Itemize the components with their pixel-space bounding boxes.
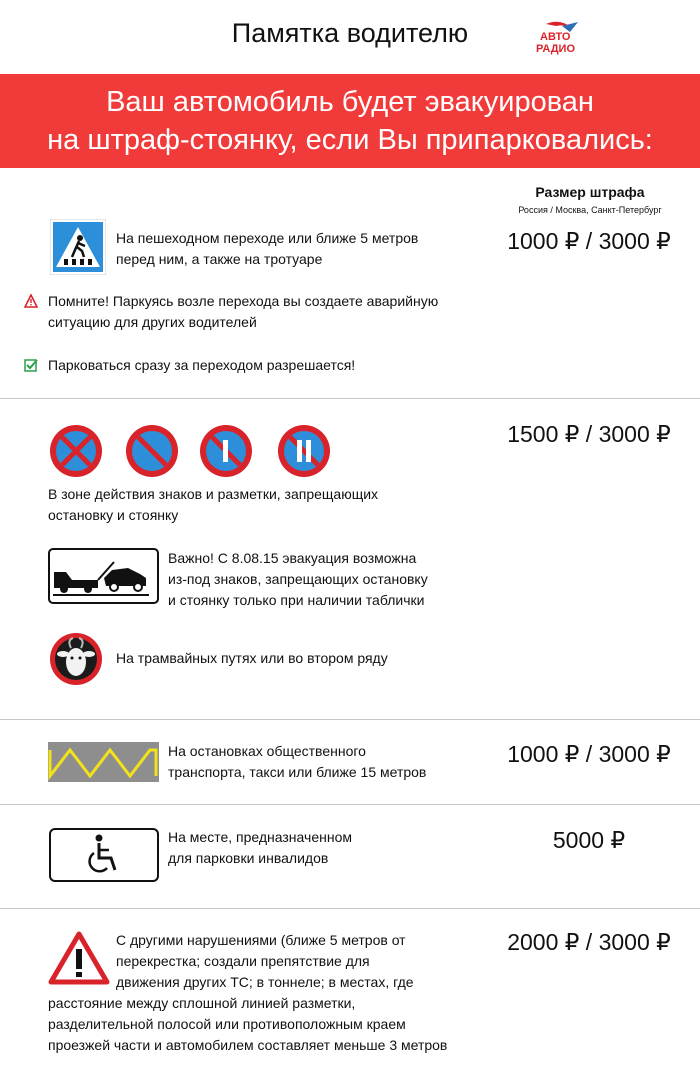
no-stopping-signs (48, 423, 338, 479)
banner-line-1: Ваш автомобиль будет эвакуирован (106, 86, 594, 118)
other-text-line-4: расстояние между сплошной линией разметки, (48, 995, 356, 1011)
other-text-line-3: движения других ТС; в тоннеле; в местах, где (116, 974, 414, 990)
other-text-line-6: проезжей части и автомобилем составляет меньше 3 метров (48, 1037, 448, 1053)
danger-triangle-icon (48, 931, 110, 985)
other-fine: 2000 ₽ / 3000 ₽ (507, 929, 671, 955)
fine-column-heading: Размер штрафа (535, 184, 645, 200)
tow-note (168, 548, 478, 611)
fine-column-subheading: Россия / Москва, Санкт-Петербург (518, 205, 662, 215)
bus-stop-marking-icon (48, 742, 159, 782)
logo-text-top: АВТО (540, 31, 571, 43)
no-parking-odd-days-sign-icon (200, 425, 252, 477)
crosswalk-warning-line-1: Помните! Паркуясь возле перехода вы создаете аварийную (48, 293, 439, 309)
section-divider (0, 719, 700, 720)
crosswalk-warning-line-2: ситуацию для других водителей (48, 314, 257, 330)
banner-line-2: на штраф-стоянку, если Вы припарковались: (47, 124, 653, 156)
no-stopping-text-line-2: остановку и стоянку (48, 507, 179, 523)
banner-text (0, 83, 700, 159)
tow-truck-plate-icon (48, 548, 159, 604)
other-text-line-2: перекрестка; создали препятствие для (116, 953, 370, 969)
avtoradio-logo (526, 20, 582, 56)
no-stopping-sign-icon (50, 425, 102, 477)
no-stopping-text-line-1: В зоне действия знаков и разметки, запрещающих (48, 486, 379, 502)
no-stopping-text (48, 484, 448, 526)
crosswalk-text-line-1: На пешеходном переходе или ближе 5 метров (116, 230, 419, 246)
bus-stop-text-line-1: На остановках общественного (168, 743, 366, 759)
crosswalk-sign-icon (50, 219, 106, 275)
crosswalk-text-line-2: перед ним, а также на тротуаре (116, 251, 323, 267)
disabled-text (168, 827, 478, 869)
section-divider (0, 804, 700, 805)
other-text-top (116, 930, 446, 993)
bus-stop-text-line-2: транспорта, такси или ближе 15 метров (168, 764, 427, 780)
check-icon (24, 358, 38, 372)
no-parking-sign-icon (126, 425, 178, 477)
tow-note-line-3: и стоянку только при наличии таблички (168, 592, 425, 608)
tow-note-line-2: из-под знаков, запрещающих остановку (168, 571, 428, 587)
other-text-line-5: разделительной полосой или противоположным краем (48, 1016, 406, 1032)
bus-stop-text (168, 741, 478, 783)
disabled-text-line-2: для парковки инвалидов (168, 850, 329, 866)
bus-stop-fine: 1000 ₽ / 3000 ₽ (507, 741, 671, 767)
other-text-bottom (48, 993, 468, 1056)
section-divider (0, 908, 700, 909)
other-text-line-1: С другими нарушениями (ближе 5 метров от (116, 932, 406, 948)
tram-text: На трамвайных путях или во втором ряду (116, 650, 388, 666)
section-divider (0, 398, 700, 399)
disabled-fine: 5000 ₽ (552, 827, 626, 853)
goat-sign-icon (49, 632, 103, 686)
tow-note-line-1: Важно! С 8.08.15 эвакуация возможна (168, 550, 417, 566)
logo-text-bottom: РАДИО (536, 43, 576, 55)
crosswalk-allowed: Парковаться сразу за переходом разрешается! (48, 357, 356, 373)
crosswalk-fine: 1000 ₽ / 3000 ₽ (507, 228, 671, 254)
warning-icon (24, 294, 38, 308)
no-parking-even-days-sign-icon (278, 425, 330, 477)
page-title: Памятка водителю (231, 18, 469, 48)
disabled-text-line-1: На месте, предназначенном (168, 829, 352, 845)
no-stopping-fine: 1500 ₽ / 3000 ₽ (507, 421, 671, 447)
crosswalk-text (116, 228, 476, 270)
crosswalk-warning (48, 291, 478, 333)
disabled-parking-plate-icon (49, 828, 159, 882)
